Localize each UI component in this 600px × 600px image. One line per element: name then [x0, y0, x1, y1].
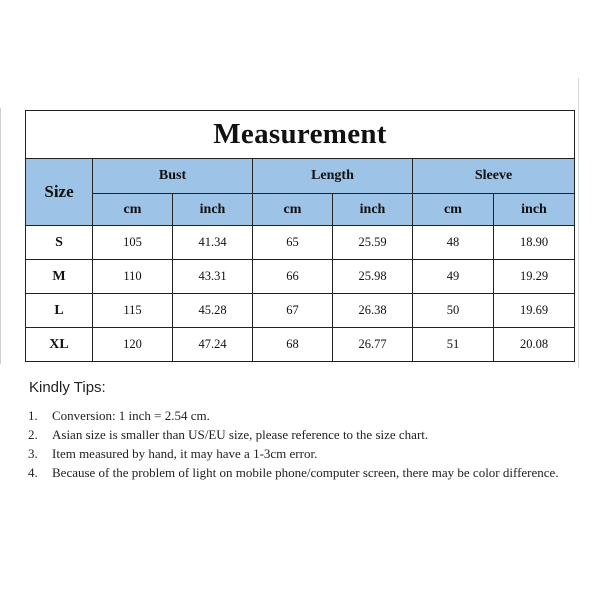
- size-cell: XL: [26, 328, 93, 362]
- tip-text: Because of the problem of light on mobile phone/computer screen, there may be color difference.: [52, 465, 559, 480]
- table-title: Measurement: [26, 111, 575, 159]
- tip-number: 1.: [28, 408, 38, 423]
- measurement-table: [25, 110, 575, 362]
- table-cell: 68: [253, 328, 333, 362]
- tip-text: Conversion: 1 inch = 2.54 cm.: [52, 408, 210, 423]
- table-cell: 47.24: [173, 328, 253, 362]
- list-item: [28, 406, 573, 425]
- table-cell: 65: [253, 226, 333, 260]
- size-cell: M: [26, 260, 93, 294]
- table-cell: 20.08: [494, 328, 575, 362]
- table-cell: 43.31: [173, 260, 253, 294]
- size-header: Size: [26, 159, 93, 226]
- table-cell: 19.29: [494, 260, 575, 294]
- measurement-table-container: [25, 110, 574, 362]
- table-cell: 50: [413, 294, 494, 328]
- table-cell: 18.90: [494, 226, 575, 260]
- left-edge-line: [0, 108, 1, 364]
- tip-number: 2.: [28, 427, 38, 442]
- right-edge-line: [578, 78, 579, 368]
- unit-header: cm: [93, 194, 173, 226]
- size-cell: L: [26, 294, 93, 328]
- unit-header: cm: [413, 194, 494, 226]
- table-cell: 120: [93, 328, 173, 362]
- table-cell: 66: [253, 260, 333, 294]
- size-cell: S: [26, 226, 93, 260]
- table-row: [26, 260, 575, 294]
- table-cell: 26.38: [333, 294, 413, 328]
- list-item: [28, 444, 573, 463]
- tips-title: Kindly Tips:: [29, 379, 106, 396]
- list-item: [28, 425, 573, 444]
- table-cell: 110: [93, 260, 173, 294]
- table-cell: 26.77: [333, 328, 413, 362]
- tips-list: [28, 406, 573, 482]
- group-header-bust: Bust: [93, 159, 253, 194]
- table-cell: 67: [253, 294, 333, 328]
- table-row: [26, 226, 575, 260]
- table-cell: 25.59: [333, 226, 413, 260]
- tip-number: 3.: [28, 446, 38, 461]
- tip-text: Item measured by hand, it may have a 1-3cm error.: [52, 446, 318, 461]
- table-row: [26, 328, 575, 362]
- table-cell: 115: [93, 294, 173, 328]
- table-cell: 48: [413, 226, 494, 260]
- table-cell: 25.98: [333, 260, 413, 294]
- tip-number: 4.: [28, 465, 38, 480]
- table-row: [26, 294, 575, 328]
- table-cell: 41.34: [173, 226, 253, 260]
- list-item: [28, 463, 573, 482]
- unit-header: inch: [173, 194, 253, 226]
- unit-header: inch: [333, 194, 413, 226]
- group-header-sleeve: Sleeve: [413, 159, 575, 194]
- table-cell: 49: [413, 260, 494, 294]
- table-cell: 105: [93, 226, 173, 260]
- table-cell: 19.69: [494, 294, 575, 328]
- unit-header: cm: [253, 194, 333, 226]
- group-header-length: Length: [253, 159, 413, 194]
- table-cell: 51: [413, 328, 494, 362]
- unit-header: inch: [494, 194, 575, 226]
- table-cell: 45.28: [173, 294, 253, 328]
- tip-text: Asian size is smaller than US/EU size, please reference to the size chart.: [52, 427, 429, 442]
